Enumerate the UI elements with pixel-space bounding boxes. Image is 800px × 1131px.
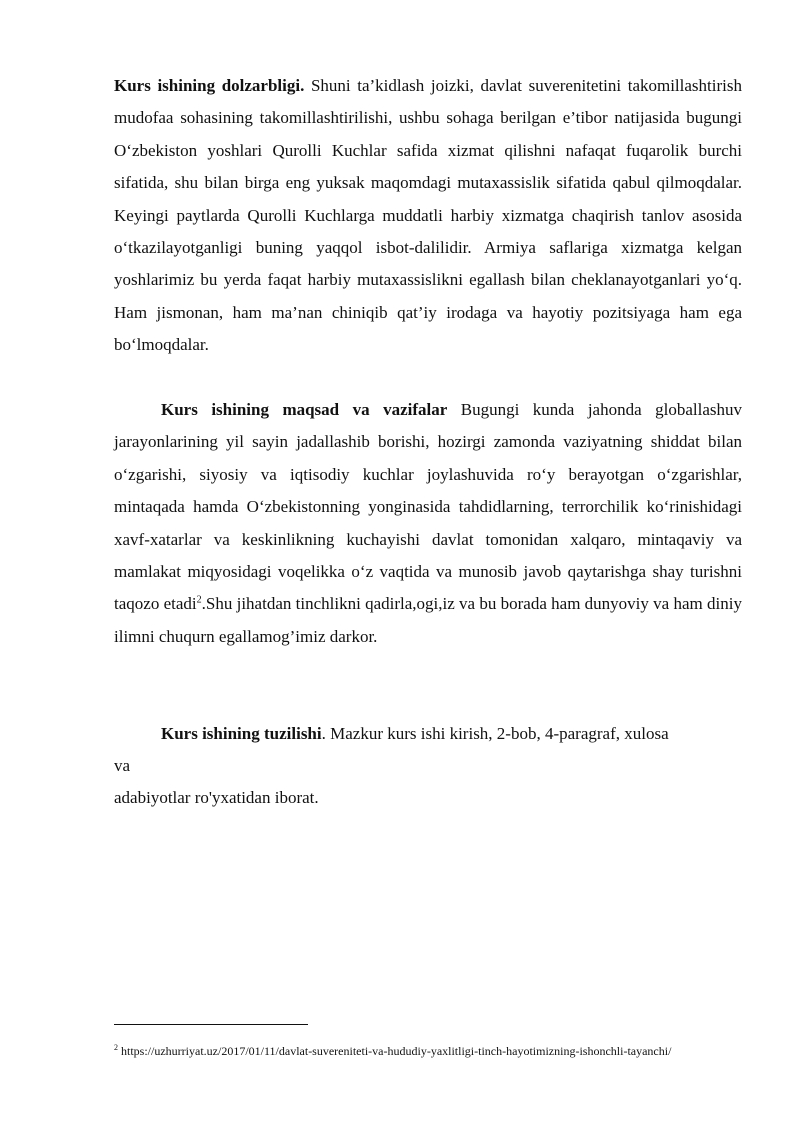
- footnote-link[interactable]: https://uzhurriyat.uz/2017/01/11/davlat-suvereniteti-va-hududiy-yaxlitligi-tinch-hayotimizning-ishonchli-tayanchi/: [118, 1044, 672, 1058]
- paragraph-heading: Kurs ishining maqsad va vazifalar: [161, 400, 448, 419]
- paragraph-structure-line3: adabiyotlar ro'yxatidan iborat.: [114, 788, 319, 807]
- paragraph-structure-line2: va: [114, 756, 131, 775]
- paragraph-goals: [114, 394, 742, 653]
- footnote: [114, 1043, 774, 1059]
- paragraph-structure: [114, 718, 742, 750]
- paragraph-heading: Kurs ishining tuzilishi: [161, 724, 322, 743]
- paragraph-heading: Kurs ishining dolzarbligi.: [114, 76, 305, 95]
- footnote-number: 2: [114, 1043, 118, 1052]
- paragraph-text: . Mazkur kurs ishi kirish, 2-bob, 4-paragraf, xulosa: [321, 724, 669, 743]
- footnote-separator: [114, 1024, 308, 1025]
- paragraph-text: Bugungi kunda jahonda globallashuv jarayonlarining yil sayin jadallashib borishi, hozirgi zamonda vaziyatning shiddat bilan o‘zgarishi, siyosiy va iqtisodiy kuchlar joylashuvida ro‘y berayotgan o‘zgarishlar, mintaqada hamda O‘zbekistonning yonginasida tahdidlarning, terrorchilik ko‘rinishidagi xavf-xatarlar va keskinlikning kuchayishi davlat tomonidan xalqaro, mintaqaviy va mamlakat miqyosidagi voqelikka o‘z vaqtida va munosib javob qaytarishga shay turishni taqozo etadi: [114, 400, 742, 614]
- footnote-reference[interactable]: 2: [196, 594, 202, 606]
- paragraph-text-after: .Shu jihatdan tinchlikni qadirla,ogi,iz va bu borada ham dunyoviy va ham diniy ilimni chuqurn egallamog’imiz darkor.: [114, 594, 742, 646]
- paragraph-relevance: [114, 70, 742, 362]
- paragraph-text: Shuni ta’kidlash joizki, davlat suverenitetini takomillashtirish mudofaa sohasining takomillashtirilishi, ushbu sohaga berilgan e’tibor natijasida bugungi O‘zbekiston yoshlari Qurolli Kuchlar safida xizmat qilishni nafaqat fuqarolik burchi sifatida, shu bilan birga eng yuksak maqomdagi mutaxassislik sifatida qabul qilmoqdalar. Keyingi paytlarda Qurolli Kuchlarga muddatli harbiy xizmatga chaqirish tanlov asosida o‘tkazilayotganligi buning yaqqol isbot-dalilidir. Armiya saflariga xizmatga kelgan yoshlarimiz bu yerda faqat harbiy mutaxassislikni egallash bilan cheklanayotganlari yo‘q. Ham jismonan, ham ma’nan chiniqib qat’iy irodaga va hayotiy pozitsiyaga ham ega bo‘lmoqdalar.: [114, 76, 742, 355]
